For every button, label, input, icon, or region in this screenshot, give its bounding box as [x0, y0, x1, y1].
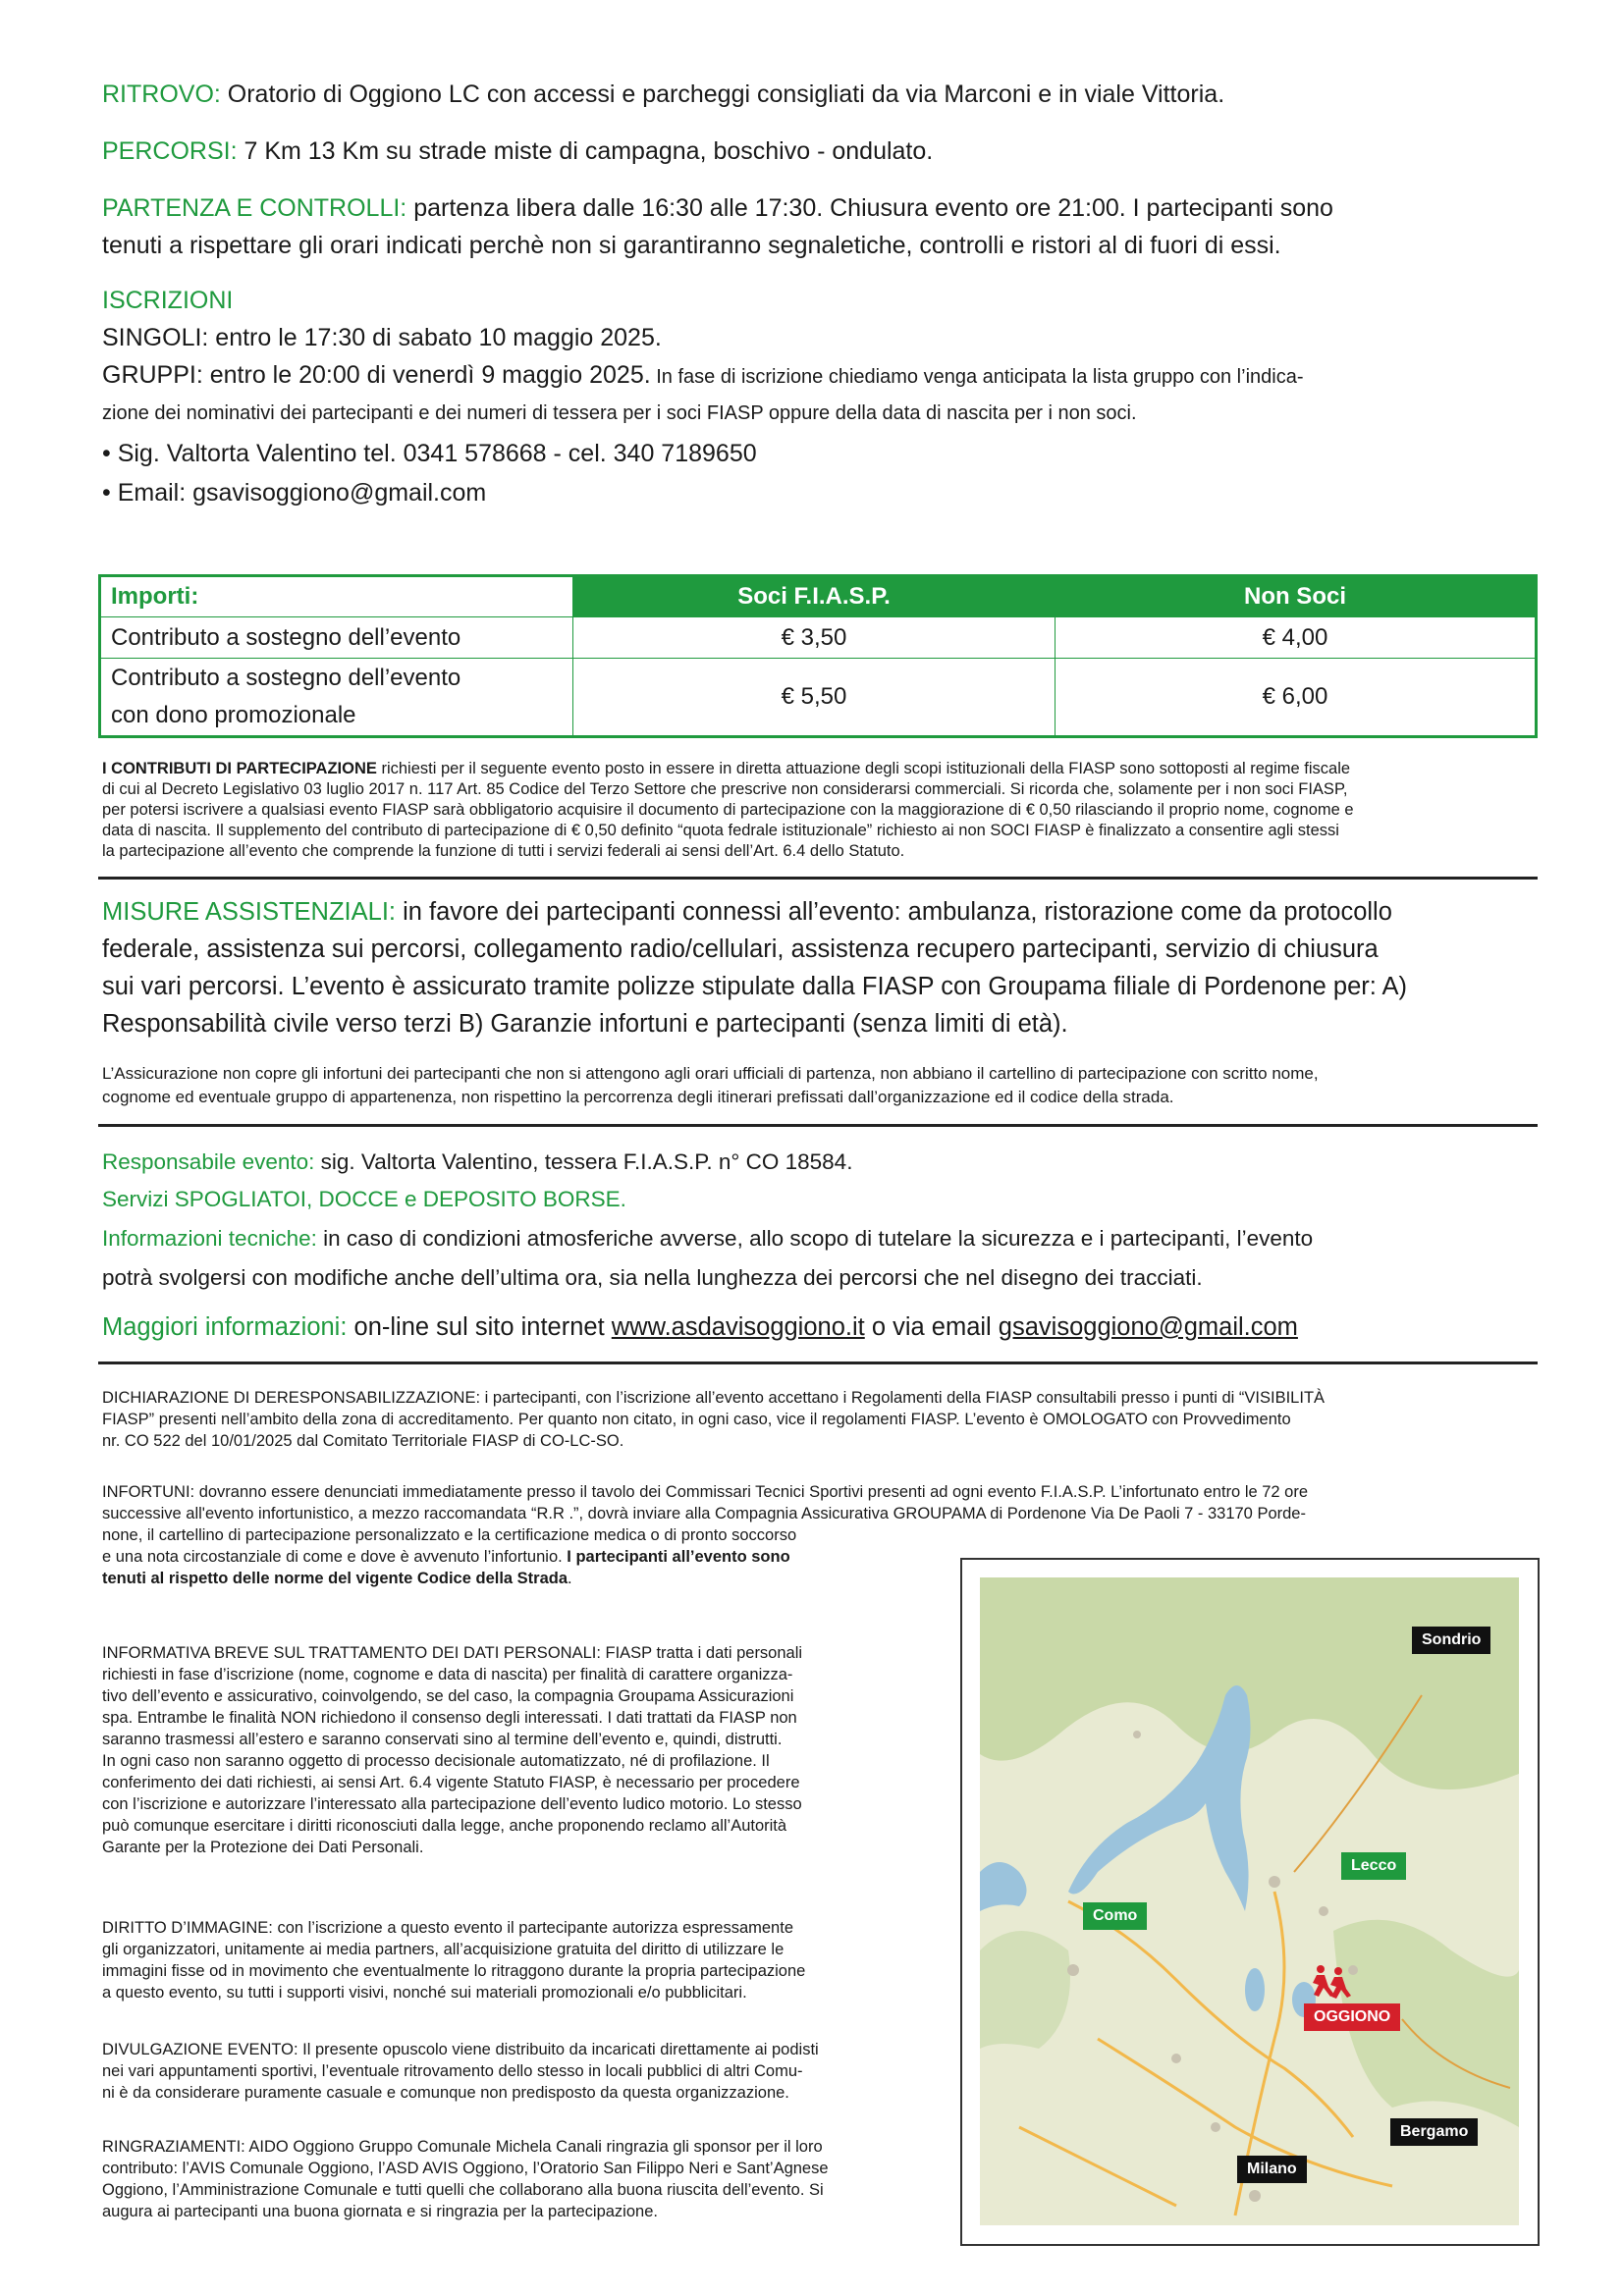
- map-label-como: Como: [1083, 1902, 1147, 1930]
- responsabile-line: [102, 1147, 852, 1178]
- informativa-line: INFORMATIVA BREVE SUL TRATTAMENTO DEI DATI PERSONALI: FIASP tratta i dati personali: [102, 1644, 803, 1662]
- info-tecniche-label: Informazioni tecniche:: [102, 1226, 317, 1251]
- maggiori-label: Maggiori informazioni:: [102, 1313, 348, 1341]
- fees-row-label-line1: Contributo a sostegno dell’evento: [111, 665, 461, 691]
- divulgazione-line: DIVULGAZIONE EVENTO: Il presente opuscolo viene distribuito da incaricati direttamente ai podisti: [102, 2041, 819, 2058]
- fees-header-non-soci: Non Soci: [1056, 576, 1537, 617]
- contributi-note-l5: la partecipazione all’evento che comprende la funzione di tutti i servizi federali ai sensi dell’Art. 6.4 dello Statuto.: [102, 842, 905, 860]
- informativa-line: In ogni caso non saranno oggetto di processo decisionale automatizzato, né di profilazione. Il: [102, 1752, 770, 1770]
- percorsi-line: [102, 135, 933, 167]
- maggiori-text-1: on-line sul sito internet: [347, 1313, 612, 1341]
- ritrovo-label: RITROVO:: [102, 80, 221, 108]
- partenza-line-2: tenuti a rispettare gli orari indicati perchè non si garantiranno segnaletiche, controlli e ristori al di fuori di essi.: [102, 232, 1281, 259]
- contact-phone: • Sig. Valtorta Valentino tel. 0341 578668 - cel. 340 7189650: [102, 440, 757, 467]
- map-label-milano: Milano: [1237, 2156, 1307, 2183]
- infortuni-l1: INFORTUNI: dovranno essere denunciati immediatamente presso il tavolo dei Commissari Tecnici Sportivi presenti ad ogni evento F.I.A.S.P. L’infortunato entro le 72 ore: [102, 1483, 1309, 1501]
- email-link[interactable]: gsavisoggiono@gmail.com: [998, 1313, 1298, 1341]
- map-label-sondrio: Sondrio: [1412, 1627, 1490, 1654]
- ringraziamenti-line: Oggiono, l’Amministrazione Comunale e tutti quelli che collaborano alla buona riuscita dell’evento. Si: [102, 2181, 824, 2199]
- dichiarazione-l2: FIASP” presenti nell’ambito della zona di accreditamento. Per quanto non citato, in ogni caso, vice il regolamenti FIASP. L’evento è OMOLOGATO con Provvedimento: [102, 1411, 1291, 1428]
- infortuni-l2: successive all'evento infortunistico, a mezzo raccomandata “R.R .”, dovrà inviare alla Compagnia Assicurativa GROUPAMA di Pordenone Via De Paoli 7 - 33170 Porde-: [102, 1505, 1306, 1522]
- assicurazione-note: [102, 1062, 1536, 1109]
- maggiori-text-2: o via email: [864, 1313, 999, 1341]
- contributi-note-l1: richiesti per il seguente evento posto in essere in diretta attuazione degli scopi istituzionali della FIASP sono sottoposti al regime fiscale: [376, 760, 1351, 777]
- informativa-line: saranno trasmessi all’estero e saranno conservati sino al termine dell’evento e, quindi, distrutti.: [102, 1731, 783, 1748]
- divulgazione-block: [102, 2039, 947, 2104]
- infortuni-l4: e una nota circostanziale di come e dove è avvenuto l’infortunio.: [102, 1548, 563, 1566]
- informativa-line: richiesti in fase d’iscrizione (nome, cognome e data di nascita) per finalità di carattere organizza-: [102, 1666, 793, 1683]
- iscrizioni-gruppi-note-2: zione dei nominativi dei partecipanti e dei numeri di tessera per i soci FIASP oppure della data di nascita per i non soci.: [102, 402, 1137, 424]
- fees-header-row: [100, 576, 1537, 617]
- diritto-block: [102, 1917, 947, 2003]
- fees-row-soci: € 5,50: [573, 659, 1056, 737]
- diritto-line: a questo evento, su tutti i supporti visivi, nonché sui materiali promozionali e/o pubblicitari.: [102, 1984, 747, 2002]
- contributi-note: [102, 759, 1536, 862]
- map-label-bergamo: Bergamo: [1390, 2118, 1478, 2146]
- percorsi-label: PERCORSI:: [102, 137, 238, 165]
- divider: [98, 1124, 1538, 1127]
- iscrizioni-gruppi-note: In fase di iscrizione chiediamo venga anticipata la lista gruppo con l’indica-: [650, 366, 1304, 388]
- partenza-line: [102, 192, 1333, 224]
- ringraziamenti-line: augura ai partecipanti una buona giornata e si ringrazia per la partecipazione.: [102, 2203, 658, 2220]
- misure-l3: sui vari percorsi. L’evento è assicurato tramite polizze stipulate dalla FIASP con Groupama filiale di Pordenone per: A): [102, 973, 1408, 1000]
- contact-email: • Email: gsavisoggiono@gmail.com: [102, 479, 487, 507]
- diritto-line: immagini fisse od in movimento che eventualmente lo ritraggono durante la propria partecipazione: [102, 1962, 806, 1980]
- contributi-note-l2: di cui al Decreto Legislativo 03 luglio 2017 n. 117 Art. 85 Codice del Terzo Settore che prescrive non considerarsi commerciali. Si ricorda che, solamente per i non soci FIASP,: [102, 780, 1348, 798]
- ritrovo-text: Oratorio di Oggiono LC con accessi e parcheggi consigliati da via Marconi e in viale Vittoria.: [220, 80, 1225, 108]
- infortuni-l4-bold: I partecipanti all’evento sono: [562, 1548, 790, 1566]
- informativa-line: può comunque esercitare i diritti riconosciuti dalla legge, anche proponendo reclamo all’Autorità: [102, 1817, 787, 1835]
- info-tecniche-line-2: potrà svolgersi con modifiche anche dell’ultima ora, sia nella lunghezza dei percorsi che nel disegno dei tracciati.: [102, 1265, 1203, 1290]
- ringraziamenti-block: [102, 2136, 947, 2222]
- dichiarazione-l1: DICHIARAZIONE DI DERESPONSABILIZZAZIONE: i partecipanti, con l’iscrizione all’evento accettano i Regolamenti della FIASP consultabili presso i punti di “VISIBILITÀ: [102, 1389, 1326, 1407]
- infortuni-l3: none, il cartellino di partecipazione personalizzato e la certificazione medica o di pronto soccorso: [102, 1526, 797, 1544]
- divulgazione-line: ni è da considerare puramente casuale e comunque non predisposto da questa organizzazione.: [102, 2084, 789, 2102]
- assicurazione-note-l1: L’Assicurazione non copre gli infortuni dei partecipanti che non si attengono agli orari ufficiali di partenza, non abbiano il cartellino di partecipazione con scritto nome,: [102, 1064, 1319, 1083]
- informativa-line: tivo dell’evento e assicurativo, coinvolgendo, se del caso, la compagnia Groupama Assicurazioni: [102, 1687, 794, 1705]
- diritto-line: DIRITTO D’IMMAGINE: con l’iscrizione a questo evento il partecipante autorizza espressamente: [102, 1919, 793, 1937]
- fees-table: [98, 574, 1538, 738]
- diritto-line: gli organizzatori, unitamente ai media partners, all’acquisizione gratuita del diritto di utilizzare le: [102, 1941, 785, 1958]
- fees-header-soci: Soci F.I.A.S.P.: [573, 576, 1056, 617]
- fees-row: [100, 659, 1537, 737]
- informativa-line: conferimento dei dati richiesti, ai sensi Art. 6.4 vigente Statuto FIASP, è necessario per procedere: [102, 1774, 800, 1791]
- fees-row-label-line2: con dono promozionale: [111, 702, 356, 728]
- servizi-line: Servizi SPOGLIATOI, DOCCE e DEPOSITO BORSE.: [102, 1187, 626, 1211]
- iscrizioni-singoli: SINGOLI: entro le 17:30 di sabato 10 maggio 2025.: [102, 324, 662, 351]
- informativa-line: con l’iscrizione e autorizzare l’interessato alla partecipazione dell’evento ludico motorio. Lo stesso: [102, 1795, 802, 1813]
- informativa-line: Garante per la Protezione dei Dati Personali.: [102, 1839, 424, 1856]
- responsabile-text: sig. Valtorta Valentino, tessera F.I.A.S.P. n° CO 18584.: [314, 1149, 853, 1174]
- iscrizioni-heading: ISCRIZIONI: [102, 287, 234, 314]
- location-map: [960, 1558, 1540, 2246]
- divider: [98, 1362, 1538, 1364]
- informativa-line: spa. Entrambe le finalità NON richiedono il consenso degli interessati. I dati trattati da FIASP non: [102, 1709, 797, 1727]
- misure-l2: federale, assistenza sui percorsi, collegamento radio/cellulari, assistenza recupero partecipanti, servizio di chiusura: [102, 935, 1379, 963]
- fees-row-non-soci: € 6,00: [1056, 659, 1537, 737]
- fees-row-label: [100, 659, 573, 737]
- partenza-text: partenza libera dalle 16:30 alle 17:30. Chiusura evento ore 21:00. I partecipanti sono: [406, 194, 1333, 222]
- divulgazione-line: nei vari appuntamenti sportivi, l’eventuale ritrovamento dello stesso in locali pubblici di altri Comu-: [102, 2062, 803, 2080]
- maggiori-line: [102, 1311, 1298, 1343]
- iscrizioni-gruppi-line: [102, 359, 1304, 393]
- contributi-note-bold: I CONTRIBUTI DI PARTECIPAZIONE: [102, 760, 377, 777]
- infortuni-l5-bold: tenuti al rispetto delle norme del vigente Codice della Strada: [102, 1570, 568, 1587]
- contributi-note-l3: per potersi iscrivere a qualsiasi evento FIASP sarà obbligatorio acquisire il documento di partecipazione con la maggiorazione di € 0,50 rilasciando il proprio nome, cognome e: [102, 801, 1354, 819]
- fees-header-importi: Importi:: [100, 576, 573, 617]
- ritrovo-line: [102, 79, 1224, 110]
- misure-l4: Responsabilità civile verso terzi B) Garanzie infortuni e partecipanti (senza limiti di età).: [102, 1010, 1068, 1038]
- fees-row-soci: € 3,50: [573, 617, 1056, 659]
- misure-l1: in favore dei partecipanti connessi all’evento: ambulanza, ristorazione come da protocollo: [396, 898, 1392, 926]
- infortuni-l5: .: [568, 1570, 572, 1587]
- dichiarazione-block: [102, 1387, 1536, 1452]
- contributi-note-l4: data di nascita. Il supplemento del contributo di partecipazione di € 0,50 definito “quota fedrale istituzionale” richiesto ai non SOCI FIASP è finalizzato a consentire agli stessi: [102, 822, 1339, 839]
- dichiarazione-l3: nr. CO 522 del 10/01/2025 dal Comitato Territoriale FIASP di CO-LC-SO.: [102, 1432, 624, 1450]
- misure-label: MISURE ASSISTENZIALI:: [102, 898, 396, 926]
- iscrizioni-gruppi: GRUPPI: entro le 20:00 di venerdì 9 maggio 2025.: [102, 361, 651, 389]
- responsabile-label: Responsabile evento:: [102, 1149, 315, 1174]
- partenza-label: PARTENZA E CONTROLLI:: [102, 194, 407, 222]
- percorsi-text: 7 Km 13 Km su strade miste di campagna, boschivo - ondulato.: [237, 137, 934, 165]
- divider: [98, 877, 1538, 880]
- info-tecniche-text: in caso di condizioni atmosferiche avverse, allo scopo di tutelare la sicurezza e i partecipanti, l’evento: [316, 1226, 1314, 1251]
- fees-row: [100, 617, 1537, 659]
- informativa-block: [102, 1642, 947, 1858]
- fees-row-non-soci: € 4,00: [1056, 617, 1537, 659]
- website-link[interactable]: www.asdavisoggiono.it: [611, 1313, 865, 1341]
- ringraziamenti-line: RINGRAZIAMENTI: AIDO Oggiono Gruppo Comunale Michela Canali ringrazia gli sponsor per il loro: [102, 2138, 823, 2156]
- misure-block: [102, 893, 1545, 1042]
- map-label-lecco: Lecco: [1341, 1852, 1406, 1880]
- info-tecniche-line: [102, 1223, 1313, 1255]
- ringraziamenti-line: contributo: l’AVIS Comunale Oggiono, l’ASD AVIS Oggiono, l’Oratorio San Filippo Neri e Sant’Agnese: [102, 2160, 829, 2177]
- assicurazione-note-l2: cognome ed eventuale gruppo di appartenenza, non rispettino la percorrenza degli itinerari prefissati dall’organizzazione ed il codice della strada.: [102, 1088, 1174, 1106]
- map-image: [980, 1577, 1519, 2225]
- map-label-oggiono: OGGIONO: [1304, 2003, 1400, 2031]
- fees-row-label: Contributo a sostegno dell’evento: [100, 617, 573, 659]
